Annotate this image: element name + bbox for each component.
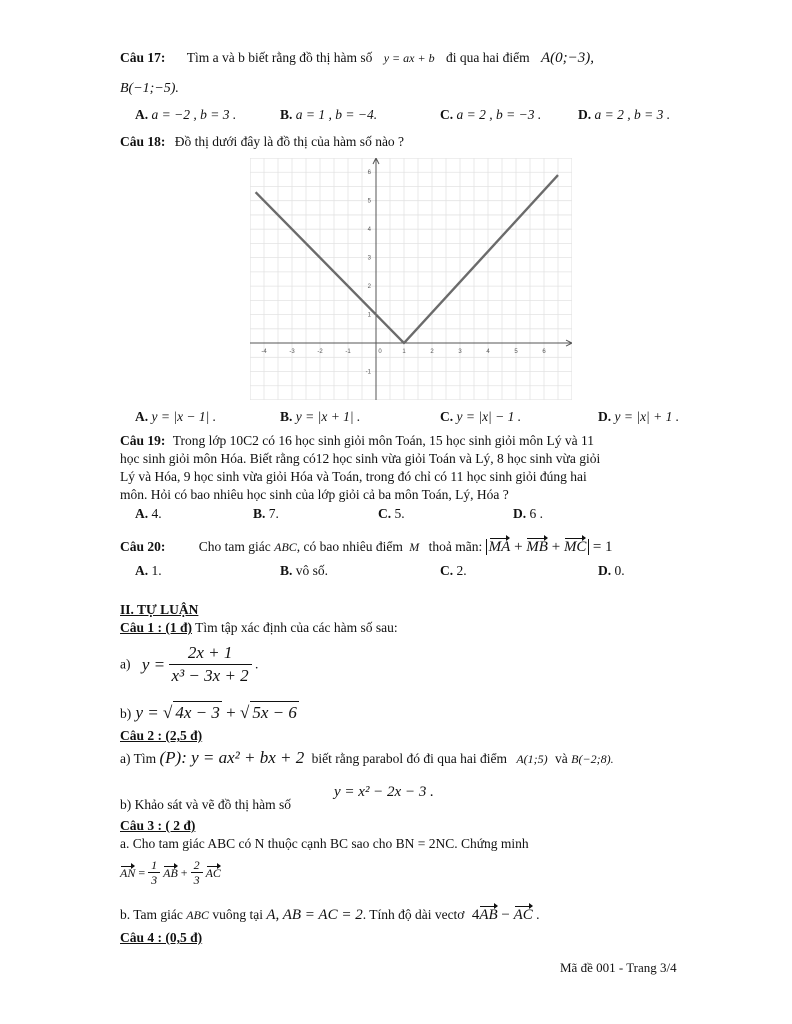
- x-tick-label: 4: [486, 349, 490, 356]
- q17-text-b: đi qua hai điểm: [445, 50, 530, 65]
- q19-option-c[interactable]: [378, 505, 405, 523]
- y-tick-label: 6: [367, 170, 371, 177]
- tl2-a-point-a: A(1;5): [516, 752, 548, 766]
- x-tick-label: 2: [430, 349, 434, 356]
- q17-line1: [120, 49, 700, 67]
- x-tick-label: 0: [378, 349, 382, 356]
- option-letter: B.: [280, 409, 293, 424]
- option-letter: A.: [135, 107, 149, 122]
- tl1-b-plus: +: [226, 703, 236, 722]
- option-letter: B.: [280, 107, 293, 122]
- q20-eq-end: = 1: [592, 539, 613, 555]
- x-tick-label: -4: [261, 349, 267, 356]
- tl1-a-lhs: y =: [141, 654, 166, 674]
- tl3-b: [120, 906, 700, 924]
- y-tick-label: 3: [367, 255, 371, 262]
- tl1-a-denominator: x³ − 3x + 2: [171, 666, 249, 685]
- tl2-a-text2: biết rằng parabol đó đi qua hai điểm: [311, 751, 507, 766]
- tl1-a-numerator: 2x + 1: [169, 642, 252, 665]
- x-tick-label: -2: [317, 349, 323, 356]
- tl1-a-fraction: [169, 642, 252, 687]
- tl3-a-frac2: [191, 858, 203, 887]
- q19-line1: [120, 432, 700, 450]
- q20-text-c: thoả mãn:: [428, 539, 483, 554]
- option-letter: A.: [135, 506, 149, 521]
- tl2-a-point-b: B(−2;8).: [571, 752, 614, 766]
- x-tick-label: 6: [542, 349, 546, 356]
- q17-option-a[interactable]: [135, 106, 236, 124]
- tl1-b: b) y = √ 4x − 3 + √ 5x − 6: [120, 703, 297, 722]
- q19-text-2: học sinh giỏi môn Hóa. Biết rằng có12 học sinh vừa giỏi Toán và Lý, 8 học sinh vừa giỏi: [120, 451, 601, 466]
- q19-option-d[interactable]: [513, 505, 543, 523]
- q20-text-b: , có bao nhiêu điểm: [296, 539, 403, 554]
- tl3-b-triangle: ABC: [186, 908, 209, 922]
- option-text: a = −2 , b = 3 .: [151, 107, 237, 122]
- option-letter: A.: [135, 409, 149, 424]
- q17-point-a: A(0;−3),: [540, 50, 594, 66]
- q20-option-a[interactable]: [135, 562, 162, 580]
- option-letter: D.: [598, 409, 612, 424]
- q19-label: Câu 19:: [120, 433, 166, 448]
- tl4-label: Câu 4 : (0,5 đ): [120, 930, 203, 945]
- option-text: y = |x| + 1 .: [614, 409, 680, 424]
- tl2-a-text1: a) Tìm: [120, 751, 157, 766]
- x-tick-label: 1: [402, 349, 406, 356]
- q19-text-4: môn. Hỏi có bao nhiêu học sinh của lớp giỏi cả ba môn Toán, Lý, Hóa ?: [120, 487, 509, 502]
- option-text: 1.: [151, 563, 162, 578]
- tl2-b-equation: y = x² − 2x − 3 .: [334, 784, 434, 800]
- q19-option-b[interactable]: [253, 505, 279, 523]
- option-text: a = 2 , b = 3 .: [594, 107, 671, 122]
- option-letter: C.: [378, 506, 392, 521]
- option-text: vô số.: [295, 563, 329, 578]
- option-letter: B.: [280, 563, 293, 578]
- y-tick-label: 4: [367, 227, 371, 234]
- frac-num: 2: [191, 858, 203, 873]
- x-tick-label: 5: [514, 349, 518, 356]
- page-footer: Mã đề 001 - Trang 3/4: [560, 960, 677, 975]
- option-letter: D.: [578, 107, 592, 122]
- option-text: 0.: [614, 563, 625, 578]
- option-text: 7.: [268, 506, 279, 521]
- q17-line2: [120, 79, 700, 98]
- graph-frame: [250, 158, 572, 400]
- frac-den: 3: [151, 873, 158, 887]
- q17-option-c[interactable]: [440, 106, 541, 124]
- q20-triangle: ABC: [274, 540, 297, 554]
- q20-option-d[interactable]: [598, 562, 625, 580]
- q17-text-a: Tìm a và b biết rằng đồ thị hàm số: [186, 50, 373, 65]
- tl1-a-label: a): [120, 656, 131, 672]
- option-letter: B.: [253, 506, 266, 521]
- q20-option-c[interactable]: [440, 562, 467, 580]
- option-text: y = |x − 1| .: [151, 409, 217, 424]
- tl2-a-eq: (P): y = ax² + bx + 2: [159, 748, 305, 767]
- y-tick-label: -1: [365, 369, 371, 376]
- q20-line: [120, 538, 700, 556]
- q17-func: y = ax + b: [383, 51, 435, 65]
- option-text: 4.: [151, 506, 162, 521]
- q20-vector-sum: MA + MB + MC: [486, 539, 590, 555]
- option-letter: C.: [440, 107, 454, 122]
- option-text: y = |x| − 1 .: [456, 409, 522, 424]
- option-letter: D.: [513, 506, 527, 521]
- x-tick-label: -3: [289, 349, 295, 356]
- frac-num: 1: [148, 858, 160, 873]
- option-letter: C.: [440, 409, 454, 424]
- tl3-b-text3: . Tính độ dài vectơ: [362, 907, 465, 922]
- tl2-a-and: và: [555, 751, 568, 766]
- section-title: II. TỰ LUẬN: [120, 602, 199, 617]
- q18-graph: [250, 158, 572, 400]
- tl3-a-text: a. Cho tam giác ABC có N thuộc cạnh BC sao cho BN = 2NC. Chứng minh: [120, 836, 529, 851]
- tl3-label: Câu 3 : ( 2 đ): [120, 818, 196, 833]
- frac-den: 3: [193, 873, 200, 887]
- q20-text-a: Cho tam giác: [198, 539, 271, 554]
- q18-option-a[interactable]: [135, 408, 216, 426]
- q17-option-d[interactable]: [578, 106, 670, 124]
- option-text: a = 1 , b = −4.: [295, 107, 378, 122]
- option-text: 6 .: [529, 506, 543, 521]
- option-text: a = 2 , b = −3 .: [456, 107, 542, 122]
- q18-label: Câu 18:: [120, 134, 166, 149]
- x-tick-label: -1: [345, 349, 351, 356]
- tl1-b-root1: 4x − 3: [175, 703, 220, 722]
- y-tick-label: 5: [367, 198, 371, 205]
- tl1-b-label: b): [120, 706, 132, 721]
- q18-text: Đồ thị dưới đây là đồ thị của hàm số nào ?: [174, 134, 405, 149]
- tl1-label: Câu 1 : (1 đ): [120, 620, 193, 635]
- option-text: 5.: [394, 506, 405, 521]
- q17-point-b: B(−1;−5).: [120, 81, 179, 96]
- q20-point-m: M: [409, 540, 420, 554]
- tl3-b-end: .: [536, 907, 540, 922]
- q18-option-b[interactable]: [280, 408, 360, 426]
- q18-line: [120, 133, 700, 151]
- option-letter: A.: [135, 563, 149, 578]
- x-tick-label: 3: [458, 349, 462, 356]
- tl1-a: a) y = $\frac{2x + 1}{\text{x³ − 3x + 2}}$ .: [120, 643, 259, 685]
- tl2-label: Câu 2 : (2,5 đ): [120, 728, 203, 743]
- tl3-b-text2: vuông tại: [212, 907, 263, 922]
- tl3-a-eq: AN = $\frac{1}{3}$ AB + $\frac{2}{3}$ AC: [120, 858, 221, 887]
- q19-text-3: Lý và Hóa, 9 học sinh vừa giỏi Hóa và Toán, trong đó chỉ có 11 học sinh giỏi đúng hai: [120, 469, 587, 484]
- tl1-b-root2: 5x − 6: [252, 703, 297, 722]
- q19-text-1: Trong lớp 10C2 có 16 học sinh giỏi môn Toán, 15 học sinh giỏi môn Lý và 11: [172, 433, 594, 448]
- tl2-a: [120, 749, 700, 768]
- y-tick-label: 2: [367, 284, 371, 291]
- option-text: 2.: [456, 563, 467, 578]
- option-letter: D.: [598, 563, 612, 578]
- tl2-b-text: b) Khảo sát và vẽ đồ thị hàm số: [120, 797, 291, 812]
- option-letter: C.: [440, 563, 454, 578]
- tl1-line: [120, 619, 700, 637]
- tl3-a-frac1: [148, 858, 160, 887]
- tl1-text: Tìm tập xác định của các hàm số sau:: [192, 620, 398, 635]
- tl1-b-lhs: y =: [135, 703, 159, 722]
- option-text: y = |x + 1| .: [295, 409, 361, 424]
- q20-option-b[interactable]: [280, 562, 328, 580]
- tl3-b-eq: A, AB = AC = 2: [266, 907, 363, 923]
- q20-label: Câu 20:: [120, 539, 166, 554]
- q18-option-d[interactable]: [598, 408, 679, 426]
- tl3-b-vector: 4AB − AC: [471, 907, 533, 923]
- y-tick-label: 1: [367, 312, 371, 319]
- q17-option-b[interactable]: [280, 106, 377, 124]
- q17-label: Câu 17:: [120, 50, 166, 65]
- tl3-b-text1: b. Tam giác: [120, 907, 183, 922]
- q19-option-a[interactable]: [135, 505, 162, 523]
- q18-option-c[interactable]: [440, 408, 521, 426]
